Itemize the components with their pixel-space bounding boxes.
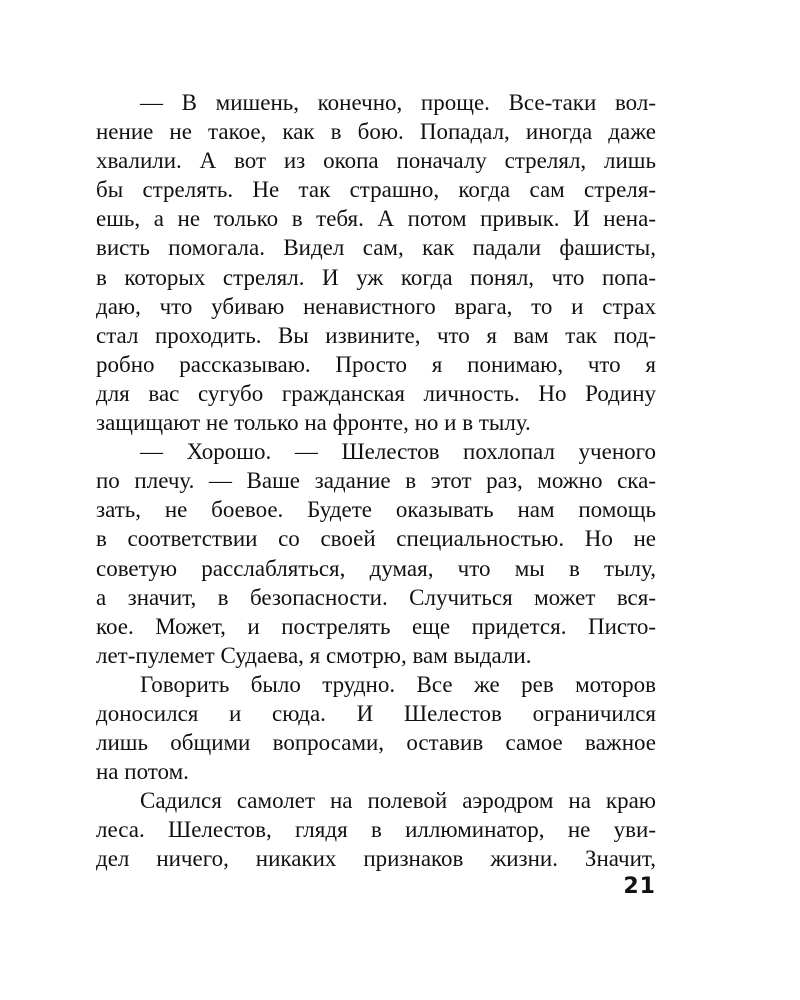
page-number: 21: [623, 874, 656, 899]
paragraph-line: доносился и сюда. И Шелестов ограничился: [96, 700, 656, 726]
paragraph-line: леса. Шелестов, глядя в иллюминатор, не уви-: [96, 817, 656, 843]
paragraph-line: Говорить было трудно. Все же рев моторов: [140, 671, 656, 697]
paragraph-line: лет-пулемет Судаева, я смотрю, вам выдали.: [96, 642, 532, 668]
paragraph-line: даю, что убиваю ненавистного врага, то и страх: [96, 293, 656, 319]
paragraph-line: на потом.: [96, 759, 189, 785]
paragraph-line: в которых стрелял. И уж когда понял, что попа-: [96, 264, 656, 290]
body-text: [96, 88, 656, 874]
paragraph-line: по плечу. — Ваше задание в этот раз, можно ска-: [96, 468, 656, 494]
paragraph-line: советую расслабляться, думая, что мы в тылу,: [96, 555, 656, 581]
paragraph-line: висть помогала. Видел сам, как падали фашисты,: [96, 235, 656, 261]
paragraph-line: для вас сугубо гражданская личность. Но Родину: [96, 380, 656, 406]
paragraph-line: а значит, в безопасности. Случиться может вся-: [96, 584, 656, 610]
paragraph-line: робно рассказываю. Просто я понимаю, что я: [96, 351, 656, 377]
paragraph-line: — В мишень, конечно, проще. Все-таки вол-: [140, 90, 656, 115]
paragraph-line: лишь общими вопросами, оставив самое важное: [96, 730, 656, 756]
paragraph-line: стал проходить. Вы извините, что я вам так под-: [96, 322, 656, 348]
paragraph-line: зать, не боевое. Будете оказывать нам помощь: [96, 497, 656, 523]
paragraph-line: хвалили. А вот из окопа поначалу стрелял, лишь: [96, 148, 656, 174]
paragraph-line: кое. Может, и пострелять еще придется. Писто-: [96, 613, 656, 639]
paragraph-line: в соответствии со своей специальностью. Но не: [96, 526, 656, 552]
paragraph-line: защищают не только на фронте, но и в тылу.: [96, 410, 531, 436]
paragraph-line: — Хорошо. — Шелестов похлопал ученого: [140, 439, 656, 465]
paragraph-line: Садился самолет на полевой аэродром на краю: [140, 788, 656, 814]
paragraph-line: дел ничего, никаких признаков жизни. Значит,: [96, 846, 656, 872]
paragraph-line: нение не такое, как в бою. Попадал, иногда даже: [96, 119, 656, 145]
paragraph-line: ешь, а не только в тебя. А потом привык. И нена-: [96, 206, 656, 232]
paragraph-line: бы стрелять. Не так страшно, когда сам стреля-: [96, 177, 656, 203]
